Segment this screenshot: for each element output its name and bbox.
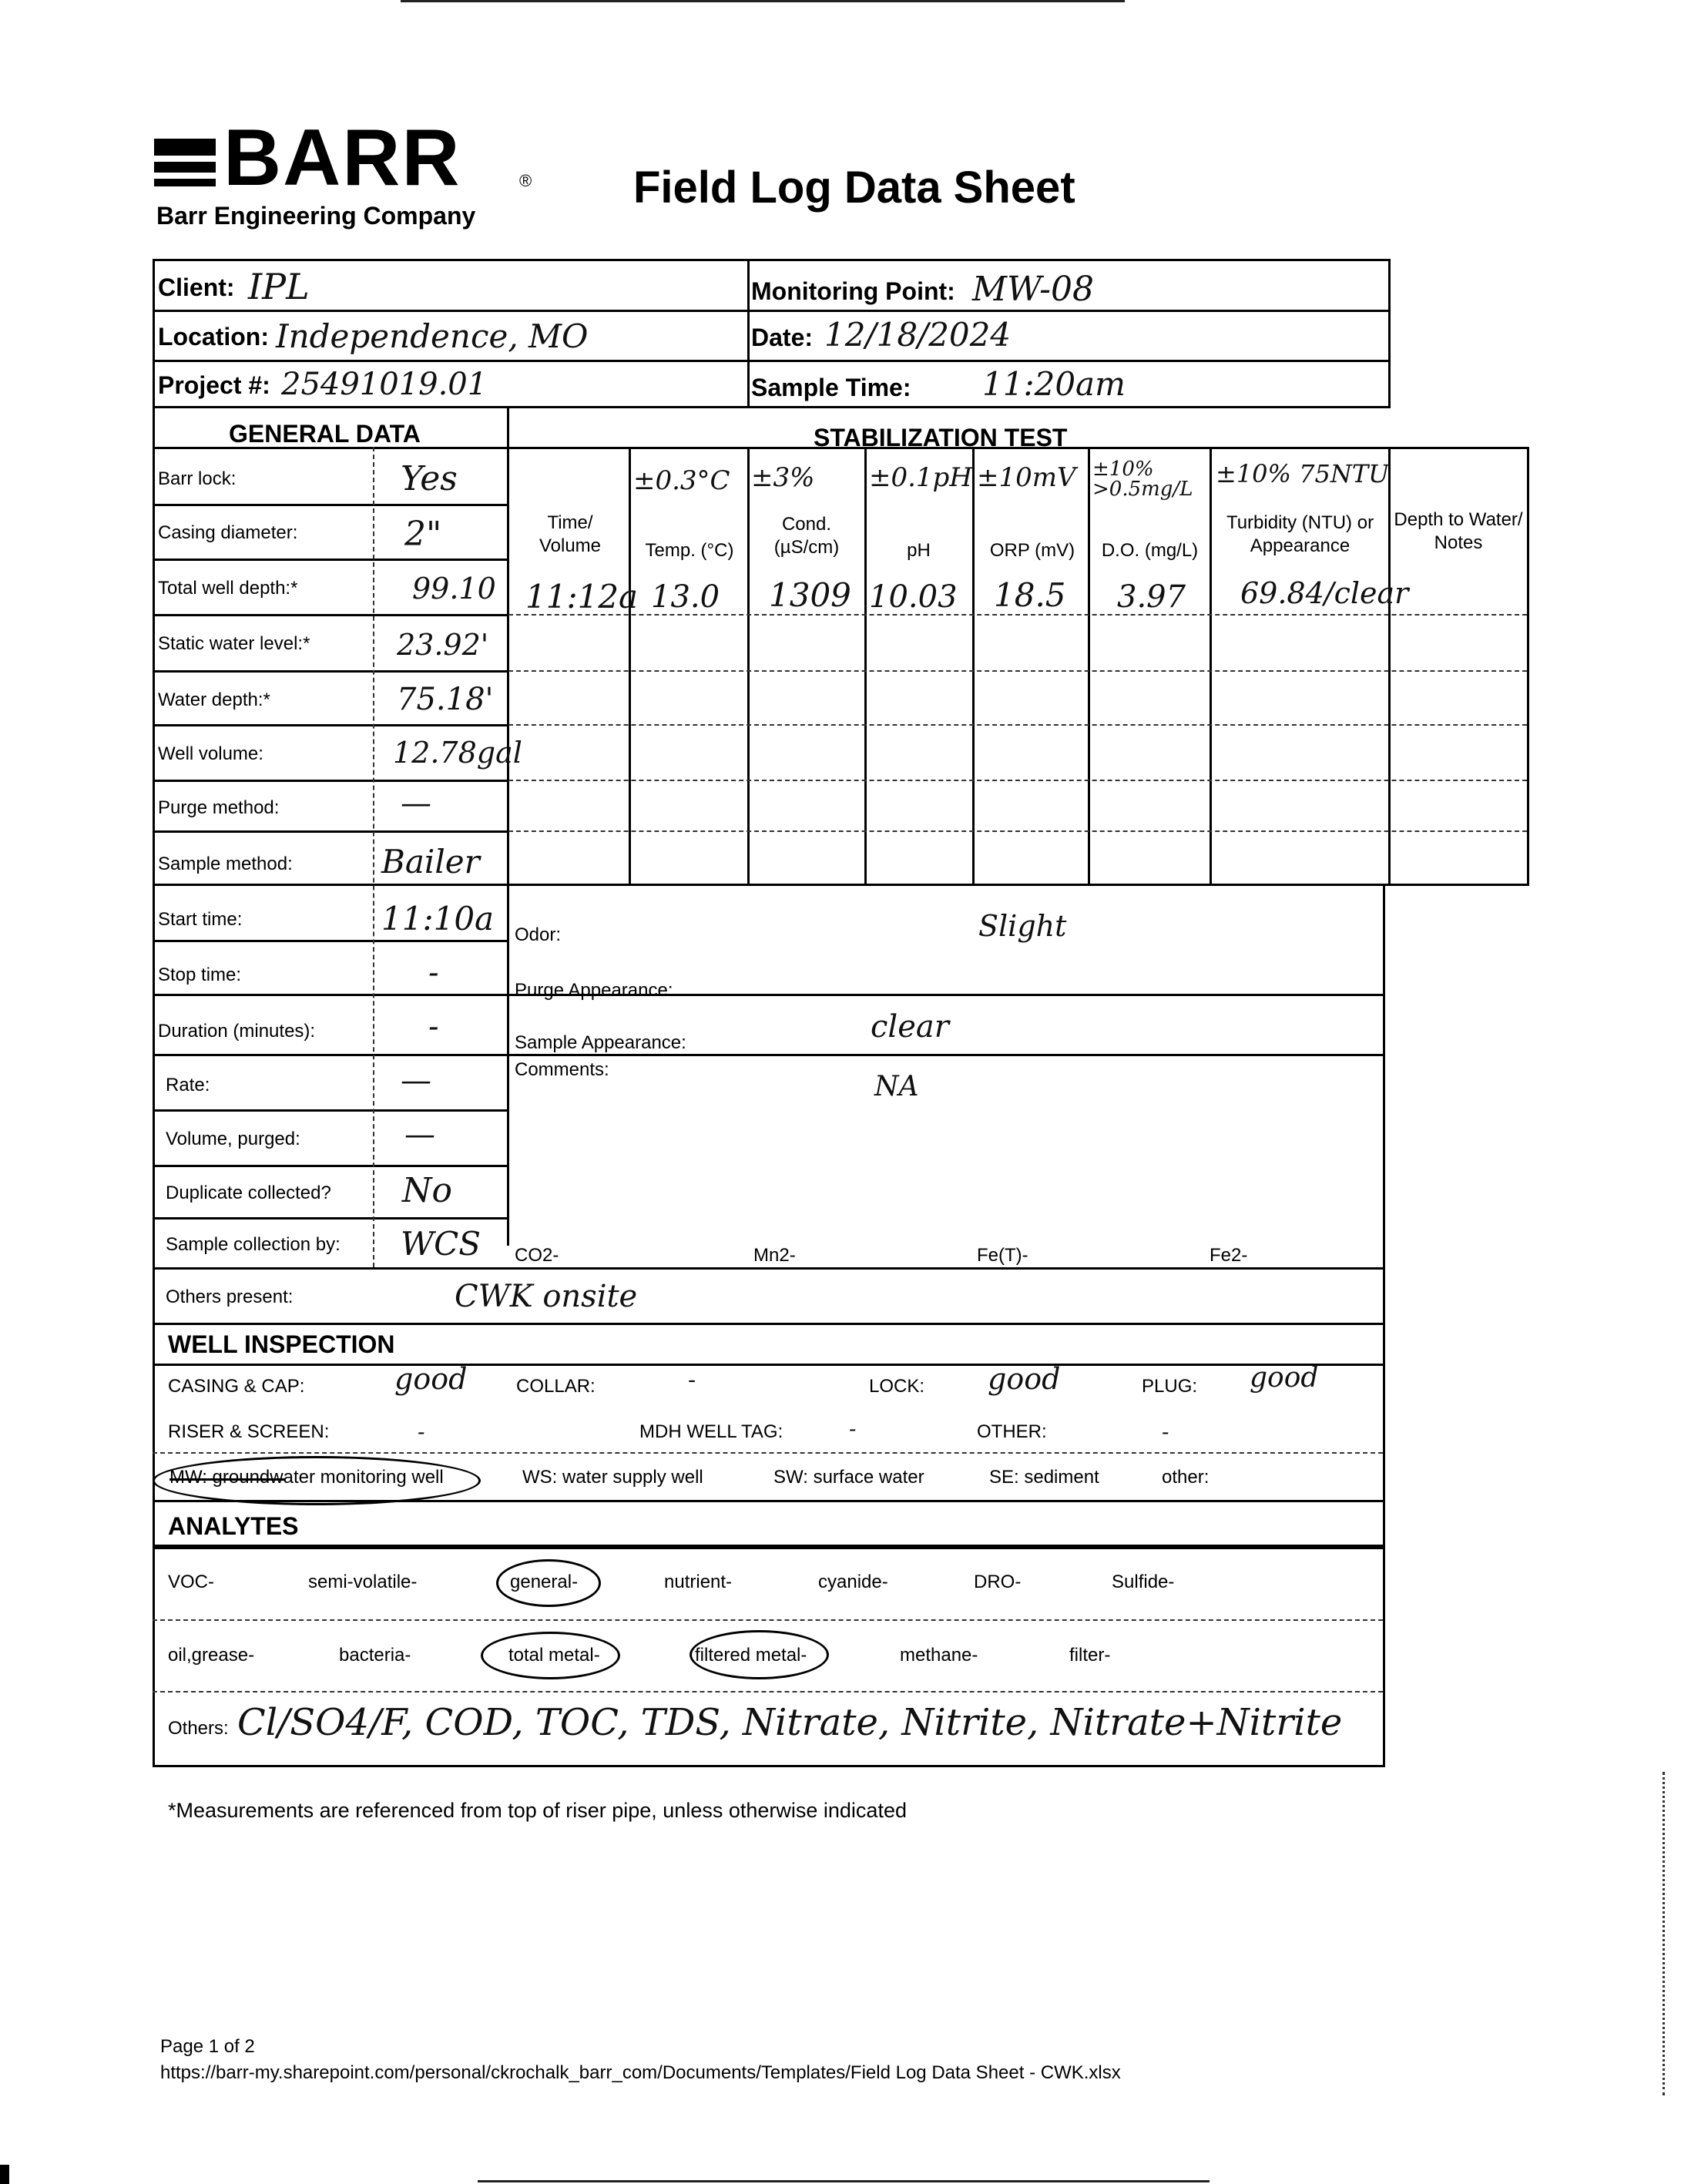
duplicate-collected-value: No xyxy=(402,1171,452,1210)
odor-value: Slight xyxy=(978,909,1067,943)
others-present-value: CWK onsite xyxy=(455,1279,638,1314)
reading-turbidity: 69.84/clear xyxy=(1240,576,1409,610)
analyte-filter: filter- xyxy=(1069,1645,1111,1666)
mn2-label: Mn2- xyxy=(753,1245,796,1266)
barr-lock-value: Yes xyxy=(401,459,458,498)
page-number: Page 1 of 2 xyxy=(160,2036,255,2057)
mdh-well-tag-label: MDH WELL TAG: xyxy=(639,1421,783,1442)
water-depth-label: Water depth:* xyxy=(158,689,270,710)
logo-mark xyxy=(154,179,216,186)
comments-value: NA xyxy=(874,1071,919,1102)
volume-purged-value: — xyxy=(404,1117,435,1152)
casing-diameter-label: Casing diameter: xyxy=(158,522,298,543)
type-sw: SW: surface water xyxy=(773,1467,924,1488)
duration-label: Duration (minutes): xyxy=(158,1021,316,1042)
collar-label: COLLAR: xyxy=(516,1376,596,1397)
analytes-heading: ANALYTES xyxy=(168,1512,299,1540)
casing-cap-label: CASING & CAP: xyxy=(168,1376,305,1397)
reading-orp: 18.5 xyxy=(994,576,1066,614)
stabilization-heading: STABILIZATION TEST xyxy=(814,424,1068,451)
well-inspection-heading: WELL INSPECTION xyxy=(168,1330,395,1358)
casing-diameter-value: 2" xyxy=(404,515,442,554)
analyte-total-metal: total metal- xyxy=(508,1645,600,1666)
duration-value: - xyxy=(428,1009,439,1045)
analyte-bacteria: bacteria- xyxy=(339,1645,411,1666)
client-label: Client: xyxy=(158,273,235,301)
riser-screen-value: - xyxy=(418,1419,425,1444)
logo-mark xyxy=(154,139,216,156)
turbidity-tolerance: ±10% 75NTU xyxy=(1216,459,1390,488)
water-depth-value: 75.18' xyxy=(397,682,494,717)
stop-time-label: Stop time: xyxy=(158,965,242,985)
scan-edge-mark xyxy=(0,2165,9,2184)
scan-edge-bottom xyxy=(478,2180,1210,2182)
analyte-cyanide: cyanide- xyxy=(818,1572,888,1592)
ph-header: pH xyxy=(907,540,931,561)
collar-value: - xyxy=(688,1367,696,1394)
fet-label: Fe(T)- xyxy=(977,1245,1028,1266)
start-time-label: Start time: xyxy=(158,909,243,930)
do-header: D.O. (mg/L) xyxy=(1101,540,1199,561)
general-data-heading: GENERAL DATA xyxy=(229,420,421,448)
depth-notes-header: Depth to Water/ Notes xyxy=(1394,509,1523,553)
scan-edge-top xyxy=(401,0,1125,2)
riser-screen-label: RISER & SCREEN: xyxy=(168,1421,330,1442)
stop-time-value: - xyxy=(428,955,439,991)
plug-label: PLUG: xyxy=(1142,1376,1198,1397)
volume-purged-label: Volume, purged: xyxy=(166,1129,300,1149)
well-volume-label: Well volume: xyxy=(158,743,263,764)
date-label: Date: xyxy=(751,324,814,351)
lock-value: good xyxy=(988,1362,1061,1396)
purge-method-value: — xyxy=(401,786,431,821)
casing-cap-value: good xyxy=(394,1362,468,1396)
temp-header: Temp. (°C) xyxy=(645,540,734,561)
monitoring-point-value: MW-08 xyxy=(972,270,1094,309)
date-value: 12/18/2024 xyxy=(824,316,1012,354)
type-other: other: xyxy=(1162,1467,1210,1488)
sample-time-value: 11:20am xyxy=(982,365,1126,403)
others-present-label: Others present: xyxy=(166,1287,294,1307)
sample-collection-by-label: Sample collection by: xyxy=(166,1234,341,1255)
source-url: https://barr-my.sharepoint.com/personal/ckrochalk_barr_com/Documents/Templates/Field Log Data Sheet - CWK.xlsx xyxy=(160,2062,1121,2083)
cond-header: Cond. (µS/cm) xyxy=(773,514,840,558)
location-label: Location: xyxy=(158,323,269,351)
start-time-value: 11:10a xyxy=(381,900,495,938)
reading-temp: 13.0 xyxy=(651,579,720,615)
analyte-voc: VOC- xyxy=(168,1572,214,1592)
duplicate-collected-label: Duplicate collected? xyxy=(166,1183,331,1203)
co2-label: CO2- xyxy=(515,1245,559,1266)
well-volume-value: 12.78gal xyxy=(393,736,522,770)
odor-label: Odor: xyxy=(515,924,562,945)
project-value: 25491019.01 xyxy=(281,367,488,402)
rate-label: Rate: xyxy=(166,1075,210,1095)
registered-mark: ® xyxy=(519,171,532,190)
analyte-filtered-metal: filtered metal- xyxy=(695,1645,807,1666)
mdh-well-tag-value: - xyxy=(849,1416,857,1441)
barr-lock-label: Barr lock: xyxy=(158,468,237,489)
time-volume-header: Time/ Volume xyxy=(539,512,602,556)
other-value: - xyxy=(1162,1419,1169,1444)
total-well-depth-label: Total well depth:* xyxy=(158,578,298,599)
measurement-note: *Measurements are referenced from top of riser pipe, unless otherwise indicated xyxy=(168,1799,907,1822)
analyte-nutrient: nutrient- xyxy=(664,1572,733,1592)
sample-appearance-value: clear xyxy=(871,1009,949,1045)
cond-tolerance: ±3% xyxy=(751,462,815,493)
static-water-level-value: 23.92' xyxy=(397,628,489,662)
turbidity-header: Turbidity (NTU) or Appearance xyxy=(1226,512,1374,556)
fe2-label: Fe2- xyxy=(1210,1245,1248,1266)
analyte-dro: DRO- xyxy=(974,1572,1022,1592)
reading-do: 3.97 xyxy=(1117,579,1186,615)
analyte-semi-volatile: semi-volatile- xyxy=(308,1572,418,1592)
scan-edge-right xyxy=(1663,1772,1667,2095)
ph-tolerance: ±0.1pH xyxy=(869,462,972,493)
type-se: SE: sediment xyxy=(989,1467,1099,1488)
do-tolerance: ±10% >0.5mg/L xyxy=(1092,458,1193,501)
analyte-methane: methane- xyxy=(900,1645,978,1666)
project-label: Project #: xyxy=(158,371,270,399)
sample-collection-by-value: WCS xyxy=(401,1225,481,1263)
logo-text: BARR xyxy=(223,113,461,203)
purge-method-label: Purge method: xyxy=(158,797,280,818)
type-ws: WS: water supply well xyxy=(522,1467,703,1488)
analyte-general: general- xyxy=(510,1572,579,1592)
analyte-oil-grease: oil,grease- xyxy=(168,1645,255,1666)
logo-mark xyxy=(154,162,216,173)
location-value: Independence, MO xyxy=(276,317,589,355)
comments-label: Comments: xyxy=(515,1059,609,1080)
orp-tolerance: ±10mV xyxy=(977,462,1076,493)
analytes-others-label: Others: xyxy=(168,1718,229,1739)
sample-appearance-label: Sample Appearance: xyxy=(515,1032,686,1053)
temp-tolerance: ±0.3°C xyxy=(633,465,730,496)
type-mw: MW: groundwater monitoring well xyxy=(169,1467,444,1488)
lock-label: LOCK: xyxy=(869,1376,925,1397)
reading-cond: 1309 xyxy=(769,576,851,614)
purge-appearance-label: Purge Appearance: xyxy=(515,980,673,1001)
orp-header: ORP (mV) xyxy=(989,540,1075,561)
client-value: IPL xyxy=(248,266,310,307)
other-label: OTHER: xyxy=(977,1421,1047,1442)
mw-strikethrough xyxy=(169,1478,285,1481)
total-well-depth-value: 99.10 xyxy=(412,572,496,606)
plug-value: good xyxy=(1250,1362,1319,1394)
sample-time-label: Sample Time: xyxy=(751,374,911,401)
sample-method-label: Sample method: xyxy=(158,854,293,874)
static-water-level-label: Static water level:* xyxy=(158,633,310,654)
reading-time: 11:12a xyxy=(525,578,639,616)
company-name: Barr Engineering Company xyxy=(156,202,476,230)
analyte-sulfide: Sulfide- xyxy=(1112,1572,1175,1592)
reading-ph: 10.03 xyxy=(869,579,958,615)
analytes-others-value: Cl/SO4/F, COD, TOC, TDS, Nitrate, Nitrite, Nitrate+Nitrite xyxy=(237,1701,1343,1744)
rate-value: — xyxy=(401,1063,431,1099)
sample-method-value: Bailer xyxy=(381,843,480,881)
page-title: Field Log Data Sheet xyxy=(633,163,1075,213)
monitoring-point-label: Monitoring Point: xyxy=(751,277,955,305)
